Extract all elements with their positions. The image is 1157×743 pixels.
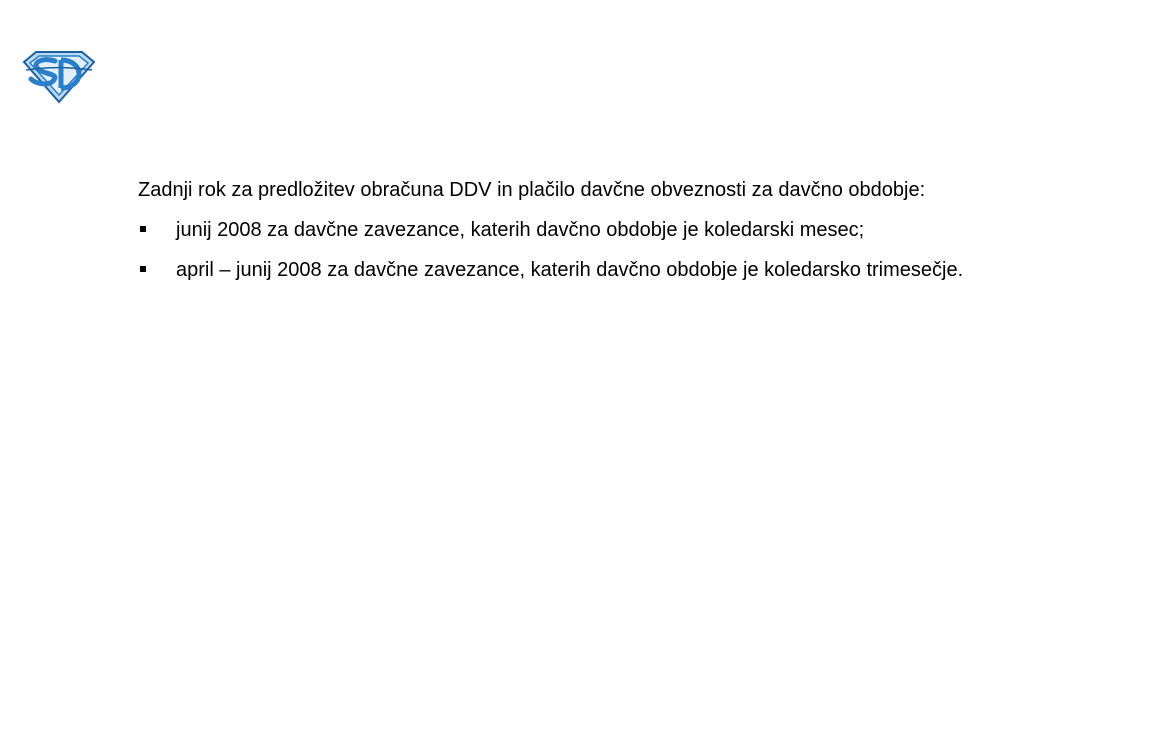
document-body: [138, 170, 1020, 290]
square-bullet-icon: [140, 266, 146, 272]
shield-logo-icon: [22, 48, 96, 104]
list-item: [138, 210, 1020, 250]
deadline-list: [138, 210, 1020, 290]
list-item-text: junij 2008 za davčne zavezance, katerih davčno obdobje je koledarski mesec;: [176, 219, 865, 241]
list-item: [138, 250, 1020, 290]
company-logo: [22, 48, 96, 104]
square-bullet-icon: [140, 226, 146, 232]
list-item-text: april – junij 2008 za davčne zavezance, katerih davčno obdobje je koledarsko trimesečje.: [176, 259, 964, 281]
intro-paragraph: Zadnji rok za predložitev obračuna DDV in plačilo davčne obveznosti za davčno obdobje:: [138, 179, 926, 201]
